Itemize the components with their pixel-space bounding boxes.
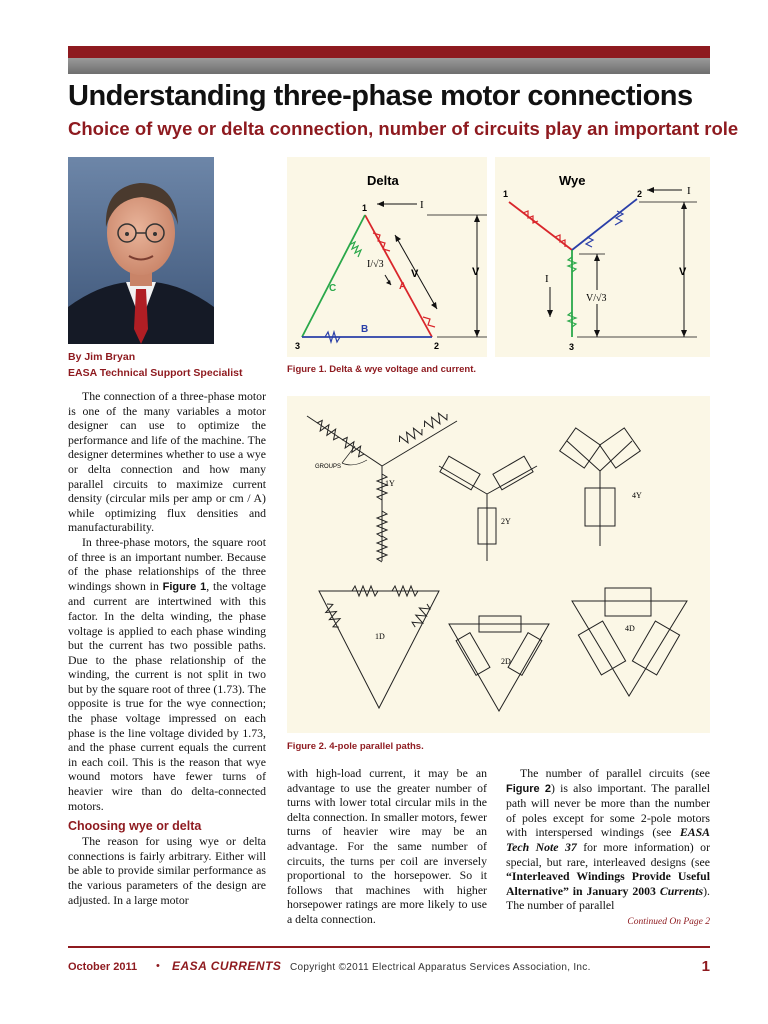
- copyright: Copyright ©2011 Electrical Apparatus Services Association, Inc.: [290, 962, 591, 973]
- footer-rule: [68, 946, 710, 948]
- delta-leg-a-label: A: [399, 281, 407, 292]
- paragraph: In three-phase motors, the square root of three is an important number. Because of the phase relationships of the three windings shown in Figure 1, the voltage and current are intertwined with this factor. In the delta winding, the phase voltage is applied to each phase winding but the current has two possible paths. Due to the phase relationship of the winding, the current is not split in two but by the square root of three (1.73). The opposite is true for the wye connection; the phase voltage impressed on each phase is the line voltage divided by 1.73, and the phase current equals the current in each coil. This is the reason that wye wound motors have fewer turns of heavier wire than do delta-connected motors.: [68, 534, 266, 813]
- tech-note-reference: EASA Tech Note 37: [506, 825, 710, 854]
- byline: [68, 349, 242, 381]
- diagram-1d: [319, 586, 439, 708]
- article-column-1: [68, 389, 266, 907]
- wye-line-voltage: V: [679, 266, 687, 278]
- diagram-2d: [449, 616, 549, 711]
- delta-leg-c-label: C: [329, 283, 337, 294]
- figure-2-reference: Figure 2: [506, 782, 552, 795]
- article-title: Understanding three-phase motor connections: [68, 80, 693, 112]
- article-column-2: [287, 766, 487, 927]
- wye-line-current: I: [687, 185, 691, 197]
- figure-1: [287, 157, 710, 357]
- section-heading: Choosing wye or delta: [68, 819, 202, 834]
- delta-phase-voltage: V: [411, 268, 419, 280]
- diagram-4d: [572, 588, 687, 696]
- footer-bullet: •: [156, 960, 160, 972]
- figure-2-caption: Figure 2. 4-pole parallel paths.: [287, 741, 424, 752]
- paragraph: with high-load current, it may be an advantage to use the greater number of turns with lower total circular mils in the delta connection. In smaller motors, fewer turns of heavier wire may be an advantage. For the same number of circuits, the turns per coil are inversely proportional to the horsepower. So it follows that machines with higher horsepower ratings are more likely to use a delta connection.: [287, 766, 487, 926]
- wye-phase-current: I: [545, 273, 549, 285]
- paragraph: The reason for using wye or delta connections is fairly arbitrary. Either will be able to provide similar performance as the various parameters of the design are adjusted. In a large motor: [68, 834, 266, 907]
- issue-date: October 2011: [68, 961, 138, 973]
- figure-1-caption: Figure 1. Delta & wye voltage and current.: [287, 364, 476, 375]
- label-2y: 2Y: [501, 517, 511, 526]
- article-column-3: [506, 766, 710, 913]
- wye-terminal-3: 3: [569, 342, 575, 352]
- label-1y: 1Y: [385, 479, 395, 488]
- groups-label: GROUPS: [315, 464, 342, 470]
- delta-terminal-1: 1: [362, 203, 368, 213]
- delta-terminal-3: 3: [295, 341, 301, 351]
- author-name: By Jim Bryan: [68, 351, 136, 363]
- author-role: EASA Technical Support Specialist: [68, 367, 243, 379]
- paragraph: The connection of a three-phase motor is one of the many variables a motor designer can use to optimize the performance and life of the machine. The designer determines whether to use a wye or delta connection and how many parallel circuits to maximize current density (circular mils per amp or cm / A) while optimizing flux densities and manufacturability.: [68, 389, 266, 535]
- delta-line-current: I: [420, 199, 424, 211]
- delta-line-voltage: V: [472, 266, 480, 278]
- label-2d: 2D: [501, 657, 511, 666]
- delta-title: Delta: [367, 173, 399, 188]
- continued-note: Continued On Page 2: [627, 917, 710, 927]
- label-4d: 4D: [625, 624, 635, 633]
- delta-leg-b-label: B: [361, 324, 369, 335]
- footer: [68, 958, 710, 978]
- wye-terminal-1: 1: [503, 189, 509, 199]
- wye-phase-voltage: V/√3: [586, 293, 607, 304]
- figure-2: [287, 396, 710, 733]
- article-subtitle: Choice of wye or delta connection, number of circuits play an important role: [68, 118, 739, 139]
- header-bar-gray: [68, 58, 710, 74]
- diagram-2y: [439, 456, 537, 561]
- paragraph: The number of parallel circuits (see Figure 2) is also important. The parallel path will never be more than the number of poles except for some 2-pole motors with interspersed windings (see EASA Tech Note 37 for more information) or special, but rare, interleaved designs (see “Interleaved Windings Provide Useful Alternative” in January 2003 Currents). The number of parallel: [506, 766, 710, 913]
- figure-1-reference: Figure 1: [162, 580, 207, 593]
- label-1d: 1D: [375, 632, 385, 641]
- author-photo: [68, 157, 214, 344]
- delta-phase-current: I/√3: [367, 259, 384, 270]
- publication-name: EASA CURRENTS: [172, 959, 282, 973]
- diagram-4y: [560, 428, 642, 546]
- wye-title: Wye: [559, 173, 586, 188]
- diagram-1y: [307, 410, 457, 562]
- header-bar-red: [68, 46, 710, 58]
- label-4y: 4Y: [632, 491, 642, 500]
- wye-terminal-2: 2: [637, 189, 643, 199]
- interleaved-article-reference: “Interleaved Windings Provide Useful Alternative” in January 2003: [506, 869, 710, 898]
- page-number: 1: [701, 958, 710, 975]
- delta-terminal-2: 2: [434, 341, 440, 351]
